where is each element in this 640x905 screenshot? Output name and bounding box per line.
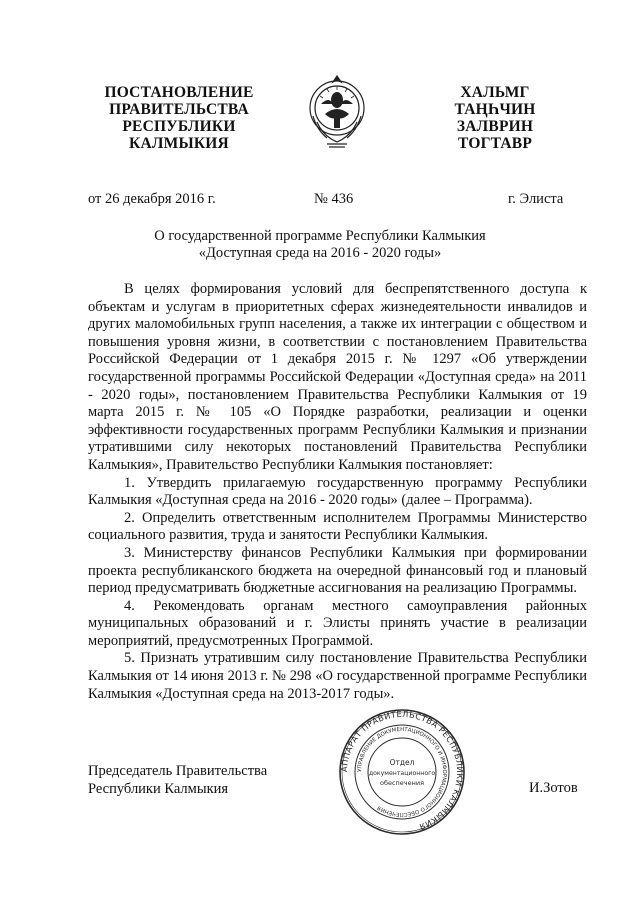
stamp-center-line: документационного (368, 770, 436, 777)
header-right-line: ХАЛЬМГ (460, 84, 530, 101)
stamp-center-line: обеспечения (379, 779, 425, 787)
clause-paragraph: 5. Признать утратившим силу постановление Правительства Республики Калмыкия от 14 июня 2013 г. № 298 «О государственной программе Республики Калмыкия «Доступная среда на 2013-2017 годы». (88, 650, 587, 702)
document-number: № 436 (314, 191, 354, 207)
kalmykia-coat-of-arms-icon (303, 70, 371, 150)
position-line: Республики Калмыкия (88, 780, 229, 797)
clause-paragraph: 3. Министерству финансов Республики Калмыкия при формировании проекта республиканского бюджета на очередной финансовый год и плановый период предусматривать бюджетные ассигнования на реализацию Программы. (88, 544, 587, 597)
header-left-line: ПРАВИТЕЛЬСТВА (109, 101, 249, 118)
stamp-ring-text: УПРАВЛЕНИЕ ДОКУМЕНТАЦИОННОГО И ИНФОРМАЦИОННОГО ОБЕСПЕЧЕНИЯ (356, 726, 448, 818)
header-right-line: ЗАЛВРИН (456, 118, 534, 135)
position-line: Председатель Правительства (88, 763, 268, 779)
document-title (0, 228, 640, 262)
title-line: «Доступная среда на 2016 - 2020 годы» (198, 245, 442, 261)
clause-paragraph: 2. Определить ответственным исполнителем Программы Министерство социального развития, труда и занятости Республики Калмыкия. (88, 509, 587, 544)
header-right-line: ТОГТАВР (457, 135, 533, 152)
document-body (88, 281, 587, 703)
header-right-line: ТАҢҺЧИН (454, 101, 536, 118)
header-left-line: РЕСПУБЛИКИ (122, 118, 236, 135)
header-right-title (420, 84, 570, 152)
signatory-name: И.Зотов (529, 780, 578, 796)
title-line: О государственной программе Республики Калмыкия (154, 228, 486, 244)
document-date: от 26 декабря 2016 г. (88, 191, 216, 207)
stamp-outer-text: АППАРАТ ПРАВИТЕЛЬСТВА РЕСПУБЛИКИ КАЛМЫКИЯ (338, 708, 466, 833)
preamble-paragraph: В целях формирования условий для беспрепятственного доступа к объектам и услугам в приоритетных сферах жизнедеятельности инвалидов и других маломобильных групп населения, а также их интеграции с обществом и повышения уровня жизни, в соответствии с постановлением Правительства Российской Федерации от 1 декабря 2015 г. № 1297 «Об утверждении государственной программы Российской Федерации «Доступная среда» на 2011 - 2020 годы», постановлением Правительства Республики Калмыкия от 19 марта 2015 г. № 105 «О Порядке разработки, реализации и оценки эффективности государственных программ Республики Калмыкия и признании утратившими силу некоторых постановлений Правительства Республики Калмыкия», Правительство Республики Калмыкия постановляет: (88, 281, 587, 473)
header-left-line: ПОСТАНОВЛЕНИЕ (104, 84, 254, 101)
document-place: г. Элиста (508, 191, 564, 207)
header-left-title (84, 84, 274, 152)
clause-paragraph: 1. Утвердить прилагаемую государственную программу Республики Калмыкия «Доступная среда на 2016 - 2020 годы» (далее – Программа). (88, 474, 587, 509)
clause-paragraph: 4. Рекомендовать органам местного самоуправления районных муниципальных образований и г. Элисты принять участие в реализации мероприятий, предусмотренных Программой. (88, 597, 587, 649)
official-stamp (338, 708, 466, 836)
signatory-position (88, 763, 267, 798)
header-left-line: КАЛМЫКИЯ (129, 135, 229, 152)
stamp-center-line: Отдел (389, 758, 415, 767)
